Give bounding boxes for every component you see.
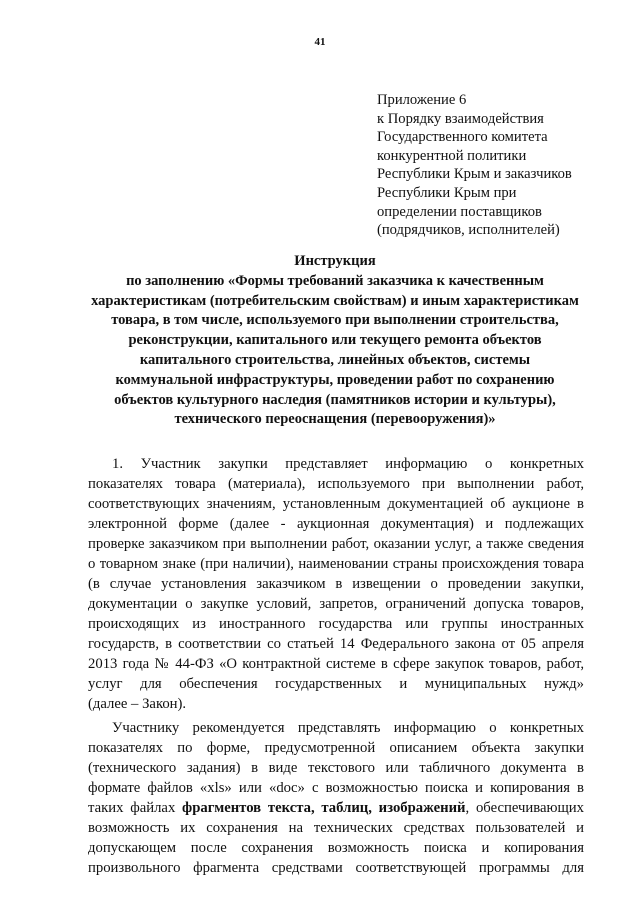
title-line: характеристикам (потребительским свойствам) и иным характеристикам — [91, 292, 579, 309]
document-title — [40, 252, 630, 430]
appendix-block — [377, 91, 617, 240]
body-text — [88, 454, 584, 878]
text-line: показателях товара (материала), используемого при выполнении работ, — [88, 476, 584, 492]
title-line: капитального строительства, линейных объектов, системы — [139, 351, 531, 368]
appendix-line: определении поставщиков — [377, 203, 542, 220]
text-line: происходящих из иностранного государства или группы иностранных — [88, 616, 584, 632]
title-line: по заполнению «Формы требований заказчика к качественным — [126, 272, 544, 289]
text-line: 2013 года № 44-ФЗ «О контрактной системе в сфере закупок товаров, работ, — [88, 656, 584, 672]
text-line: допускающем после сохранения возможность поиска и копирования — [88, 840, 584, 856]
text-line: государств, в соответствии со статьей 14 Федерального закона от 05 апреля — [88, 636, 584, 652]
text-line: произвольного фрагмента средствами соответствующей программы для — [88, 860, 584, 876]
title-line: реконструкции, капитального или текущего ремонта объектов — [128, 332, 542, 349]
appendix-line: Приложение 6 — [377, 92, 467, 108]
text-fragment: таких файлах — [88, 800, 183, 816]
text-line: (технического задания) в виде текстового или табличного документа в — [88, 760, 584, 776]
text-line: формате файлов «xls» или «doc» с возможностью поиска и копирования в — [88, 780, 584, 796]
title-line: товара, в том числе, используемого при выполнении строительства, — [111, 312, 559, 329]
text-line: о товарном знаке (при наличии), наименовании страны происхождения товара — [88, 556, 584, 572]
text-line: 1. Участник закупки представляет информацию о конкретных — [112, 456, 584, 472]
bold-fragment: фрагментов текста, таблиц, изображений — [182, 800, 466, 816]
text-line: возможность их сохранения на технических средствах пользователей и — [88, 820, 584, 836]
text-line-with-emphasis — [88, 798, 584, 818]
text-line: Участнику рекомендуется представлять информацию о конкретных — [112, 720, 584, 736]
text-line: показателях по форме, предусмотренной описанием объекта закупки — [88, 740, 584, 756]
text-line: (в случае установления заказчиком в извещении о проведении закупки, — [88, 576, 584, 592]
page-number: 41 — [314, 36, 326, 48]
appendix-line: к Порядку взаимодействия — [377, 110, 544, 127]
text-line: электронной форме (далее - аукционная документация) и подлежащих — [88, 516, 584, 532]
appendix-line: конкурентной политики — [377, 147, 527, 164]
text-line: (далее – Закон). — [88, 696, 187, 712]
title-line: объектов культурного наследия (памятников истории и культуры), — [114, 391, 556, 408]
appendix-line: (подрядчиков, исполнителей) — [377, 222, 560, 239]
text-line: услуг для обеспечения государственных и муниципальных нужд» — [88, 676, 584, 692]
text-line: проверке заказчиком при выполнении работ, оказании услуг, а также сведения — [88, 536, 584, 552]
appendix-line: Государственного комитета — [377, 129, 548, 146]
appendix-line: Республики Крым и заказчиков — [377, 166, 572, 183]
text-fragment: , обеспечивающих — [465, 800, 584, 816]
title-line: коммунальной инфраструктуры, проведении работ по сохранению — [115, 371, 555, 388]
text-line: соответствующих значениям, установленным документацией об аукционе в — [88, 496, 584, 512]
paragraph-1 — [88, 454, 584, 714]
paragraph-2 — [88, 718, 584, 878]
appendix-line: Республики Крым при — [377, 184, 517, 201]
title-line: технического переоснащения (перевооружения)» — [174, 411, 496, 428]
title-line: Инструкция — [294, 253, 376, 269]
text-line: документации о закупке условий, запретов, ограничений допуска товаров, — [88, 596, 584, 612]
